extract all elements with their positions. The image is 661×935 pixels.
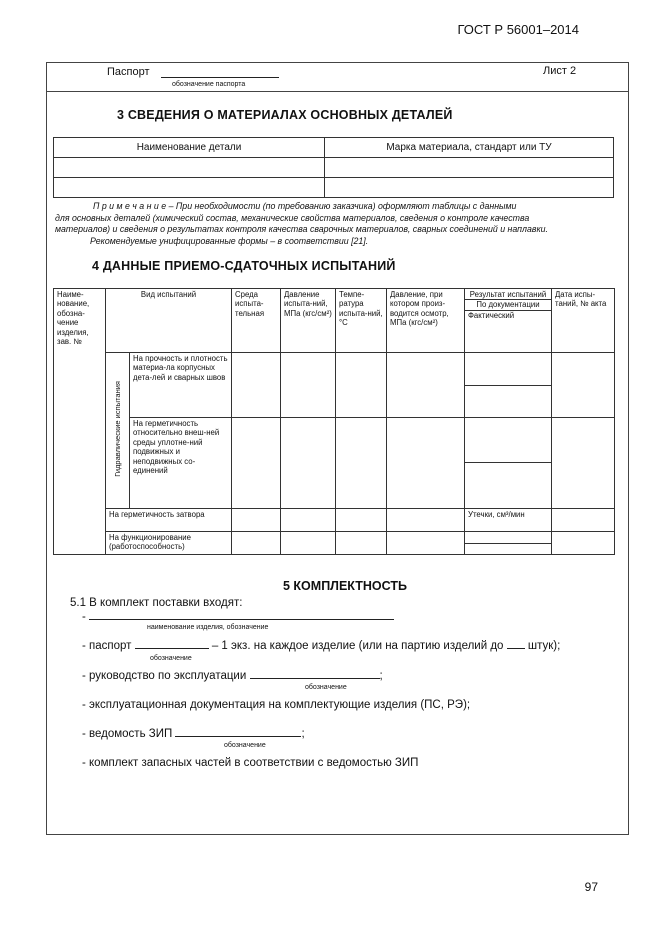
table-cell <box>387 532 465 555</box>
header-date: Дата испы-таний, № акта <box>552 289 615 353</box>
item-manual: - руководство по эксплуатации ; <box>82 670 383 682</box>
table-cell <box>232 353 281 418</box>
passport-item-label: - паспорт <box>82 640 132 652</box>
materials-note <box>55 201 620 247</box>
header-result <box>465 289 552 353</box>
manual-label: - руководство по эксплуатации <box>82 670 247 682</box>
section-5-title: 5 КОМПЛЕКТНОСТЬ <box>283 579 407 593</box>
item-documentation: - эксплуатационная документация на комплектующие изделия (ПС, РЭ); <box>82 699 471 711</box>
table-cell <box>325 178 614 198</box>
section-4-title: 4 ДАННЫЕ ПРИЕМО-СДАТОЧНЫХ ИСПЫТАНИЙ <box>92 259 396 273</box>
table-cell <box>387 509 465 532</box>
note-line-1: П р и м е ч а н и е – При необходимости (по требованию заказчика) оформляют таблицы с данными <box>93 201 517 211</box>
header-inspection-pressure: Давление, при котором произ-водится осмотр, МПа (кгс/см²) <box>387 289 465 353</box>
leak-cell <box>465 509 552 532</box>
table-cell <box>387 418 465 509</box>
col-part-name: Наименование детали <box>54 138 325 158</box>
hydraulic-group-label: Гидравлические испытания <box>112 381 122 478</box>
header-test-pressure: Давление испыта-ний, МПа (кгс/см²) <box>281 289 336 353</box>
item-product: - <box>82 611 394 623</box>
item-product-sublabel: наименование изделия, обозначение <box>147 624 269 631</box>
table-cell <box>552 353 615 418</box>
table-cell <box>232 509 281 532</box>
table-cell <box>336 532 387 555</box>
header-test-type: Вид испытаний <box>106 289 232 353</box>
standard-header: ГОСТ Р 56001–2014 <box>457 22 579 37</box>
table-cell <box>281 418 336 509</box>
row-functioning: На функционирование (работоспособность) <box>106 532 232 555</box>
acceptance-tests-table <box>53 288 615 555</box>
result-title: Результат испытаний <box>465 290 551 300</box>
leak-label: Утечки, см³/мин <box>468 510 525 519</box>
table-cell <box>336 509 387 532</box>
table-cell <box>232 418 281 509</box>
table-cell <box>336 418 387 509</box>
item-passport-sublabel: обозначение <box>150 655 192 662</box>
page-number: 97 <box>584 880 598 894</box>
materials-table <box>53 137 614 198</box>
col-material-grade: Марка материала, стандарт или ТУ <box>325 138 614 158</box>
passport-blank <box>135 648 209 649</box>
result-cell <box>465 532 552 555</box>
hydraulic-group <box>106 353 130 509</box>
note-line-2: для основных деталей (химический состав, механические свойства материалов, сведения о контроле качества <box>55 212 530 223</box>
table-cell <box>387 353 465 418</box>
row-strength: На прочность и плотность материа-ла корпусных дета-лей и сварных швов <box>130 353 232 418</box>
passport-item-end: штук); <box>527 640 561 652</box>
header-item-name: Наиме-нование, обозна-чение изделия, зав. № <box>54 289 106 555</box>
note-line-4: Рекомендуемые унифицированные формы – в соответствии [21]. <box>90 235 369 246</box>
header-temperature: Темпе-ратура испыта-ний, °С <box>336 289 387 353</box>
section-3-title: 3 СВЕДЕНИЯ О МАТЕРИАЛАХ ОСНОВНЫХ ДЕТАЛЕЙ <box>117 108 453 122</box>
table-cell <box>552 532 615 555</box>
header-medium: Среда испыта-тельная <box>232 289 281 353</box>
table-cell <box>552 509 615 532</box>
item-spares-list: - ведомость ЗИП ; <box>82 728 305 740</box>
result-cell <box>465 418 552 509</box>
manual-blank <box>250 678 380 679</box>
table-cell <box>281 353 336 418</box>
passport-item-text: – 1 экз. на каждое изделие (или на партию изделий до <box>211 640 504 652</box>
item-spares-list-sublabel: обозначение <box>224 742 266 749</box>
table-cell <box>281 509 336 532</box>
table-cell <box>281 532 336 555</box>
note-line-3: материалов) и сведения о результатах контроля качества сварочных материалов, сварных соединений и наплавки. <box>55 224 548 234</box>
row-tightness: На герметичность относительно внеш-ней среды уплотне-ний подвижных и неподвижных со-единений <box>130 418 232 509</box>
result-actual: Фактический <box>468 310 515 320</box>
table-cell <box>552 418 615 509</box>
table-cell <box>54 178 325 198</box>
delivery-intro: 5.1 В комплект поставки входят: <box>70 597 243 609</box>
product-blank <box>89 619 394 620</box>
quantity-blank <box>507 648 525 649</box>
row-gate-tightness: На герметичность затвора <box>106 509 232 532</box>
passport-blank-line <box>161 77 279 78</box>
passport-label: Паспорт <box>107 66 150 78</box>
passport-sublabel: обозначение паспорта <box>172 81 246 88</box>
result-cell <box>465 353 552 418</box>
item-spare-parts-kit: - комплект запасных частей в соответствии с ведомостью ЗИП <box>82 757 419 769</box>
result-by-doc: По документации <box>465 300 551 310</box>
table-cell <box>336 353 387 418</box>
spares-list-label: - ведомость ЗИП <box>82 728 173 740</box>
table-cell <box>325 158 614 178</box>
sheet-number: Лист 2 <box>543 65 577 77</box>
table-cell <box>232 532 281 555</box>
item-manual-sublabel: обозначение <box>305 684 347 691</box>
item-passport <box>82 640 560 652</box>
table-cell <box>54 158 325 178</box>
spares-list-blank <box>175 736 301 737</box>
